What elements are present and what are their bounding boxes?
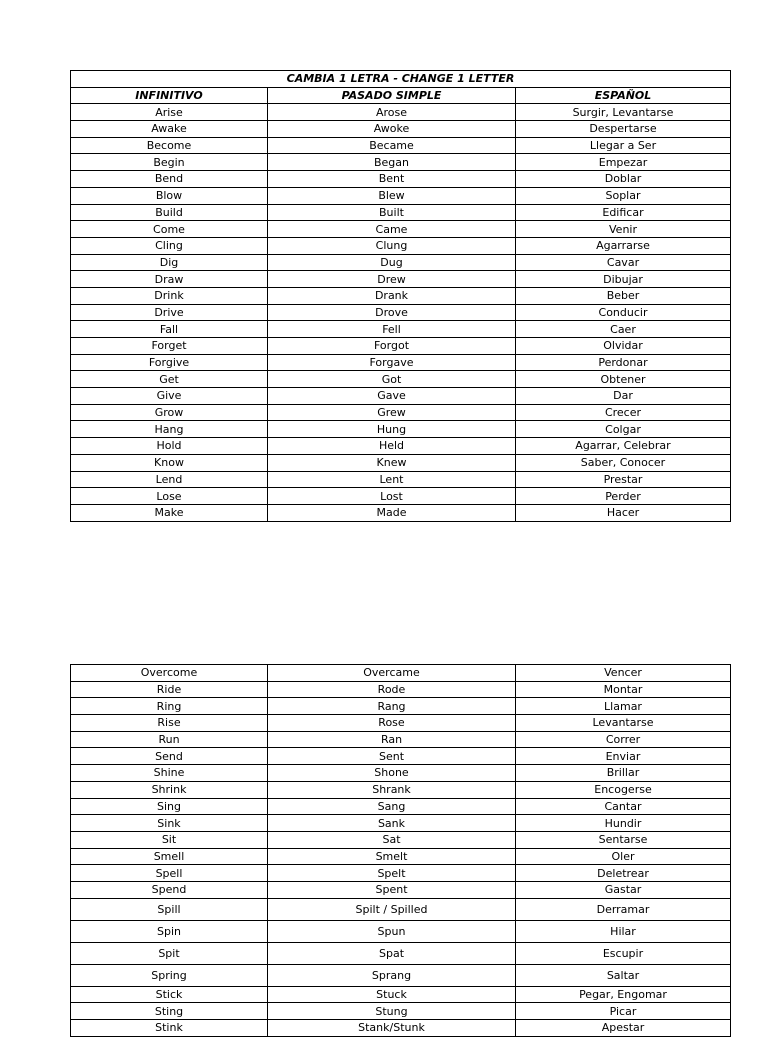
- infinitive-cell: Hold: [71, 438, 268, 455]
- spanish-cell: Derramar: [516, 898, 731, 920]
- past-simple-cell: Stank/Stunk: [268, 1020, 516, 1037]
- spanish-cell: Hacer: [516, 504, 731, 521]
- infinitive-cell: Come: [71, 221, 268, 238]
- infinitive-cell: Grow: [71, 404, 268, 421]
- past-simple-cell: Overcame: [268, 665, 516, 682]
- past-simple-cell: Fell: [268, 321, 516, 338]
- table-row: [71, 831, 731, 848]
- infinitive-cell: Stink: [71, 1020, 268, 1037]
- past-simple-cell: Built: [268, 204, 516, 221]
- spanish-cell: Doblar: [516, 171, 731, 188]
- spanish-cell: Conducir: [516, 304, 731, 321]
- spanish-cell: Enviar: [516, 748, 731, 765]
- table-row: [71, 338, 731, 355]
- spanish-cell: Montar: [516, 681, 731, 698]
- table-row: [71, 137, 731, 154]
- spanish-cell: Despertarse: [516, 121, 731, 138]
- spanish-cell: Caer: [516, 321, 731, 338]
- past-simple-cell: Rode: [268, 681, 516, 698]
- infinitive-cell: Spin: [71, 920, 268, 942]
- past-simple-cell: Arose: [268, 104, 516, 121]
- spanish-cell: Olvidar: [516, 338, 731, 355]
- infinitive-cell: Make: [71, 504, 268, 521]
- spanish-cell: Prestar: [516, 471, 731, 488]
- infinitive-cell: Smell: [71, 848, 268, 865]
- past-simple-cell: Made: [268, 504, 516, 521]
- infinitive-cell: Know: [71, 454, 268, 471]
- spanish-cell: Cantar: [516, 798, 731, 815]
- past-simple-cell: Dug: [268, 254, 516, 271]
- table-row: [71, 848, 731, 865]
- spanish-cell: Surgir, Levantarse: [516, 104, 731, 121]
- past-simple-cell: Began: [268, 154, 516, 171]
- infinitive-cell: Spit: [71, 942, 268, 964]
- past-simple-cell: Rose: [268, 715, 516, 732]
- past-simple-cell: Awoke: [268, 121, 516, 138]
- table-row: [71, 471, 731, 488]
- spanish-cell: Saber, Conocer: [516, 454, 731, 471]
- past-simple-cell: Spent: [268, 881, 516, 898]
- infinitive-cell: Stick: [71, 986, 268, 1003]
- spanish-cell: Brillar: [516, 765, 731, 782]
- spanish-cell: Hilar: [516, 920, 731, 942]
- infinitive-cell: Hang: [71, 421, 268, 438]
- table-row: [71, 221, 731, 238]
- table-row: [71, 104, 731, 121]
- spanish-cell: Colgar: [516, 421, 731, 438]
- past-simple-cell: Rang: [268, 698, 516, 715]
- table-row: [71, 438, 731, 455]
- spanish-cell: Encogerse: [516, 781, 731, 798]
- spanish-cell: Llegar a Ser: [516, 137, 731, 154]
- table-row: [71, 964, 731, 986]
- spanish-cell: Edificar: [516, 204, 731, 221]
- table-row: [71, 237, 731, 254]
- infinitive-cell: Bend: [71, 171, 268, 188]
- past-simple-cell: Clung: [268, 237, 516, 254]
- spanish-cell: Deletrear: [516, 865, 731, 882]
- table-row: [71, 665, 731, 682]
- table-row: [71, 388, 731, 405]
- table-row: [71, 371, 731, 388]
- past-simple-cell: Held: [268, 438, 516, 455]
- past-simple-cell: Forgot: [268, 338, 516, 355]
- table-row: [71, 898, 731, 920]
- infinitive-cell: Build: [71, 204, 268, 221]
- table-row: [71, 865, 731, 882]
- past-simple-cell: Stung: [268, 1003, 516, 1020]
- table-row: [71, 204, 731, 221]
- table-row: [71, 171, 731, 188]
- header-pasado-simple: PASADO SIMPLE: [268, 87, 516, 104]
- table-row: [71, 781, 731, 798]
- past-simple-cell: Ran: [268, 731, 516, 748]
- table-2-body: [71, 665, 731, 1037]
- infinitive-cell: Get: [71, 371, 268, 388]
- table-row: [71, 321, 731, 338]
- infinitive-cell: Spill: [71, 898, 268, 920]
- spanish-cell: Oler: [516, 848, 731, 865]
- spanish-cell: Sentarse: [516, 831, 731, 848]
- table-row: [71, 798, 731, 815]
- table-row: [71, 454, 731, 471]
- infinitive-cell: Forgive: [71, 354, 268, 371]
- table-row: [71, 254, 731, 271]
- infinitive-cell: Sit: [71, 831, 268, 848]
- table-row: [71, 121, 731, 138]
- table-row: [71, 504, 731, 521]
- table-row: [71, 986, 731, 1003]
- table-row: [71, 404, 731, 421]
- past-simple-cell: Smelt: [268, 848, 516, 865]
- infinitive-cell: Ride: [71, 681, 268, 698]
- past-simple-cell: Sank: [268, 815, 516, 832]
- past-simple-cell: Gave: [268, 388, 516, 405]
- table-row: [71, 421, 731, 438]
- spanish-cell: Escupir: [516, 942, 731, 964]
- past-simple-cell: Drew: [268, 271, 516, 288]
- table-row: [71, 698, 731, 715]
- spanish-cell: Beber: [516, 287, 731, 304]
- infinitive-cell: Run: [71, 731, 268, 748]
- infinitive-cell: Send: [71, 748, 268, 765]
- past-simple-cell: Sprang: [268, 964, 516, 986]
- infinitive-cell: Shine: [71, 765, 268, 782]
- verbs-table-1: [70, 70, 731, 522]
- spanish-cell: Gastar: [516, 881, 731, 898]
- past-simple-cell: Knew: [268, 454, 516, 471]
- table-row: [71, 731, 731, 748]
- table-row: [71, 765, 731, 782]
- past-simple-cell: Spelt: [268, 865, 516, 882]
- infinitive-cell: Sink: [71, 815, 268, 832]
- table-row: [71, 881, 731, 898]
- past-simple-cell: Stuck: [268, 986, 516, 1003]
- infinitive-cell: Forget: [71, 338, 268, 355]
- past-simple-cell: Lent: [268, 471, 516, 488]
- infinitive-cell: Sting: [71, 1003, 268, 1020]
- infinitive-cell: Arise: [71, 104, 268, 121]
- past-simple-cell: Forgave: [268, 354, 516, 371]
- past-simple-cell: Drank: [268, 287, 516, 304]
- table-row: [71, 815, 731, 832]
- past-simple-cell: Got: [268, 371, 516, 388]
- spanish-cell: Empezar: [516, 154, 731, 171]
- spanish-cell: Agarrarse: [516, 237, 731, 254]
- spanish-cell: Saltar: [516, 964, 731, 986]
- infinitive-cell: Begin: [71, 154, 268, 171]
- past-simple-cell: Shone: [268, 765, 516, 782]
- infinitive-cell: Ring: [71, 698, 268, 715]
- infinitive-cell: Spring: [71, 964, 268, 986]
- spanish-cell: Perder: [516, 488, 731, 505]
- infinitive-cell: Lose: [71, 488, 268, 505]
- table-row: [71, 488, 731, 505]
- spanish-cell: Venir: [516, 221, 731, 238]
- past-simple-cell: Spilt / Spilled: [268, 898, 516, 920]
- spanish-cell: Hundir: [516, 815, 731, 832]
- spanish-cell: Levantarse: [516, 715, 731, 732]
- table-row: [71, 304, 731, 321]
- infinitive-cell: Cling: [71, 237, 268, 254]
- table-row: [71, 354, 731, 371]
- infinitive-cell: Drive: [71, 304, 268, 321]
- infinitive-cell: Spend: [71, 881, 268, 898]
- table-row: [71, 1020, 731, 1037]
- table-row: [71, 154, 731, 171]
- infinitive-cell: Dig: [71, 254, 268, 271]
- infinitive-cell: Give: [71, 388, 268, 405]
- past-simple-cell: Hung: [268, 421, 516, 438]
- infinitive-cell: Lend: [71, 471, 268, 488]
- infinitive-cell: Drink: [71, 287, 268, 304]
- verbs-table-2: [70, 664, 731, 1037]
- table-1-body: [71, 104, 731, 521]
- infinitive-cell: Spell: [71, 865, 268, 882]
- past-simple-cell: Bent: [268, 171, 516, 188]
- spanish-cell: Perdonar: [516, 354, 731, 371]
- infinitive-cell: Fall: [71, 321, 268, 338]
- header-espanol: ESPAÑOL: [516, 87, 731, 104]
- table-row: [71, 271, 731, 288]
- table-row: [71, 715, 731, 732]
- spanish-cell: Correr: [516, 731, 731, 748]
- spanish-cell: Soplar: [516, 187, 731, 204]
- table-row: [71, 187, 731, 204]
- past-simple-cell: Spat: [268, 942, 516, 964]
- past-simple-cell: Sang: [268, 798, 516, 815]
- table-row: [71, 681, 731, 698]
- table-row: [71, 1003, 731, 1020]
- spanish-cell: Apestar: [516, 1020, 731, 1037]
- spanish-cell: Vencer: [516, 665, 731, 682]
- header-infinitivo: INFINITIVO: [71, 87, 268, 104]
- past-simple-cell: Shrank: [268, 781, 516, 798]
- spanish-cell: Pegar, Engomar: [516, 986, 731, 1003]
- infinitive-cell: Draw: [71, 271, 268, 288]
- table-row: [71, 748, 731, 765]
- table-row: [71, 942, 731, 964]
- infinitive-cell: Blow: [71, 187, 268, 204]
- spanish-cell: Obtener: [516, 371, 731, 388]
- table-row: [71, 287, 731, 304]
- past-simple-cell: Became: [268, 137, 516, 154]
- infinitive-cell: Overcome: [71, 665, 268, 682]
- past-simple-cell: Lost: [268, 488, 516, 505]
- infinitive-cell: Rise: [71, 715, 268, 732]
- past-simple-cell: Sent: [268, 748, 516, 765]
- infinitive-cell: Sing: [71, 798, 268, 815]
- past-simple-cell: Came: [268, 221, 516, 238]
- infinitive-cell: Awake: [71, 121, 268, 138]
- infinitive-cell: Become: [71, 137, 268, 154]
- past-simple-cell: Blew: [268, 187, 516, 204]
- spanish-cell: Crecer: [516, 404, 731, 421]
- past-simple-cell: Grew: [268, 404, 516, 421]
- spanish-cell: Picar: [516, 1003, 731, 1020]
- spanish-cell: Dibujar: [516, 271, 731, 288]
- spanish-cell: Dar: [516, 388, 731, 405]
- spanish-cell: Cavar: [516, 254, 731, 271]
- table-title: CAMBIA 1 LETRA - CHANGE 1 LETTER: [71, 71, 731, 88]
- spanish-cell: Agarrar, Celebrar: [516, 438, 731, 455]
- table-row: [71, 920, 731, 942]
- spanish-cell: Llamar: [516, 698, 731, 715]
- infinitive-cell: Shrink: [71, 781, 268, 798]
- past-simple-cell: Spun: [268, 920, 516, 942]
- past-simple-cell: Sat: [268, 831, 516, 848]
- past-simple-cell: Drove: [268, 304, 516, 321]
